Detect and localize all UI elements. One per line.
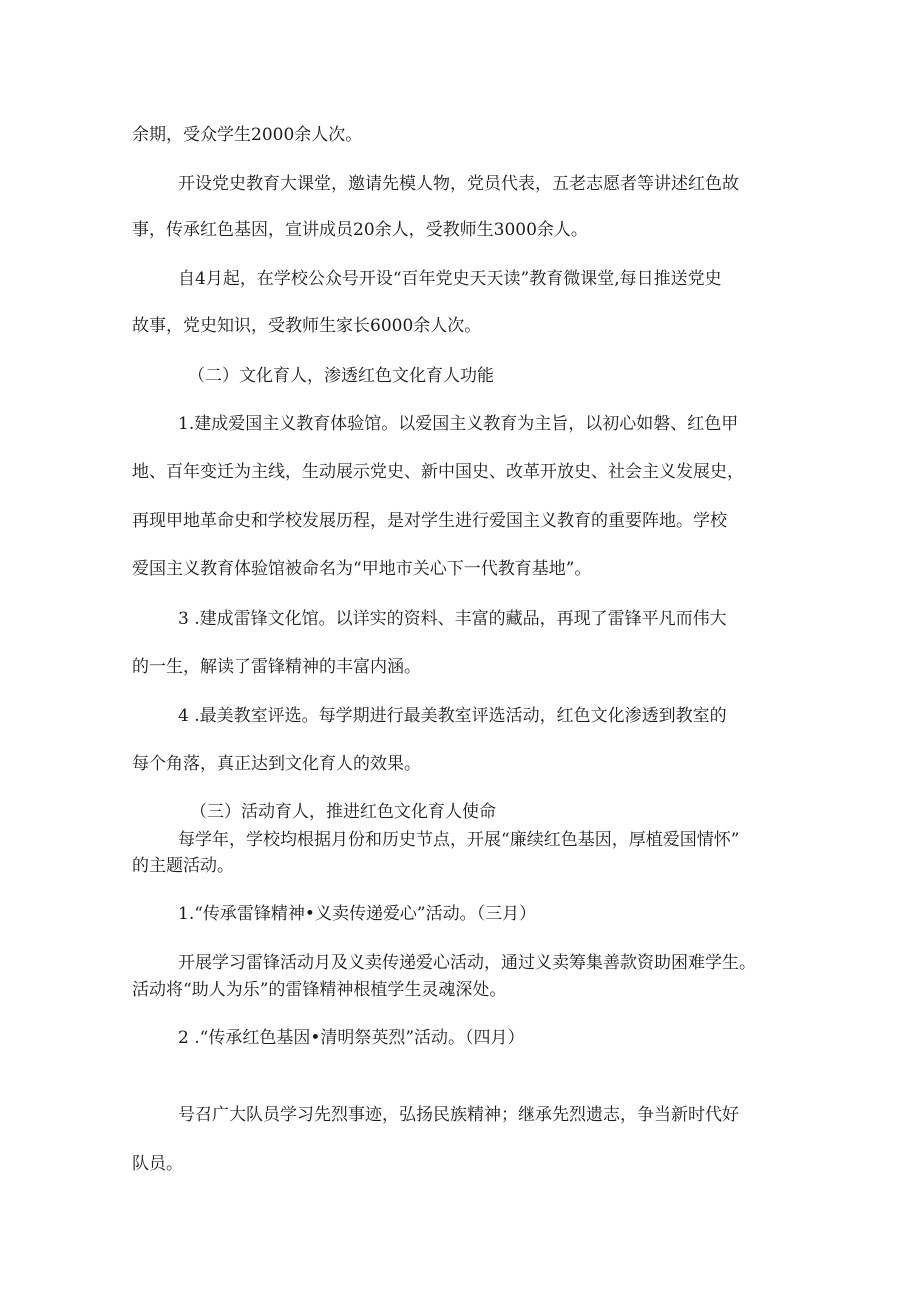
- paragraph-line: 每学年，学校均根据月份和历史节点，开展“廉续红色基因，厚植爱国情怀”: [178, 830, 740, 850]
- paragraph-line: 4 .最美教室评选。每学期进行最美教室评选活动，红色文化渗透到教室的: [178, 706, 727, 726]
- paragraph-line: 事，传承红色基因，宣讲成员20余人，受教师生3000余人。: [132, 220, 588, 240]
- paragraph-line: 每个角落，真正达到文化育人的效果。: [132, 754, 421, 774]
- paragraph-line: 再现甲地革命史和学校发展历程，是对学生进行爱国主义教育的重要阵地。学校: [132, 511, 727, 531]
- section-heading: （三）活动育人，推进红色文化育人使命: [190, 802, 496, 822]
- paragraph-line: 2 .“传承红色基因•清明祭英烈”活动。（四月）: [178, 1028, 525, 1048]
- paragraph-line: 的一生，解读了雷锋精神的丰富内涵。: [132, 657, 421, 677]
- paragraph-line: 开展学习雷锋活动月及义卖传递爱心活动，通过义卖筹集善款资助困难学生。: [178, 953, 756, 973]
- paragraph-line: 1.“传承雷锋精神•义卖传递爱心”活动。（三月）: [178, 904, 537, 924]
- paragraph-line: 活动将“助人为乐”的雷锋精神根植学生灵魂深处。: [132, 980, 507, 1000]
- paragraph-line: 队员。: [132, 1154, 183, 1174]
- paragraph-line: 爱国主义教育体验馆被命名为“甲地市关心下一代教育基地”。: [132, 559, 592, 579]
- paragraph-line: 故事，党史知识，受教师生家长6000余人次。: [132, 316, 482, 336]
- paragraph-line: 的主题活动。: [132, 856, 234, 876]
- paragraph-line: 自4月起，在学校公众号开设“百年党史天天读”教育微课堂,每日推送党史: [178, 269, 722, 289]
- paragraph-line: 地、百年变迁为主线，生动展示党史、新中国史、改革开放史、社会主义发展史，: [132, 462, 744, 482]
- paragraph-line: 1.建成爱国主义教育体验馆。以爱国主义教育为主旨，以初心如磐、红色甲: [178, 414, 739, 434]
- paragraph-line: 号召广大队员学习先烈事迹，弘扬民族精神；继承先烈遗志，争当新时代好: [178, 1105, 739, 1125]
- section-heading: （二）文化育人，渗透红色文化育人功能: [188, 366, 494, 386]
- paragraph-line: 3 .建成雷锋文化馆。以详实的资料、丰富的藏品，再现了雷锋平凡而伟大: [178, 609, 727, 629]
- paragraph-line: 开设党史教育大课堂，邀请先模人物，党员代表，五老志愿者等讲述红色故: [178, 174, 739, 194]
- paragraph-line: 余期，受众学生2000余人次。: [132, 125, 363, 145]
